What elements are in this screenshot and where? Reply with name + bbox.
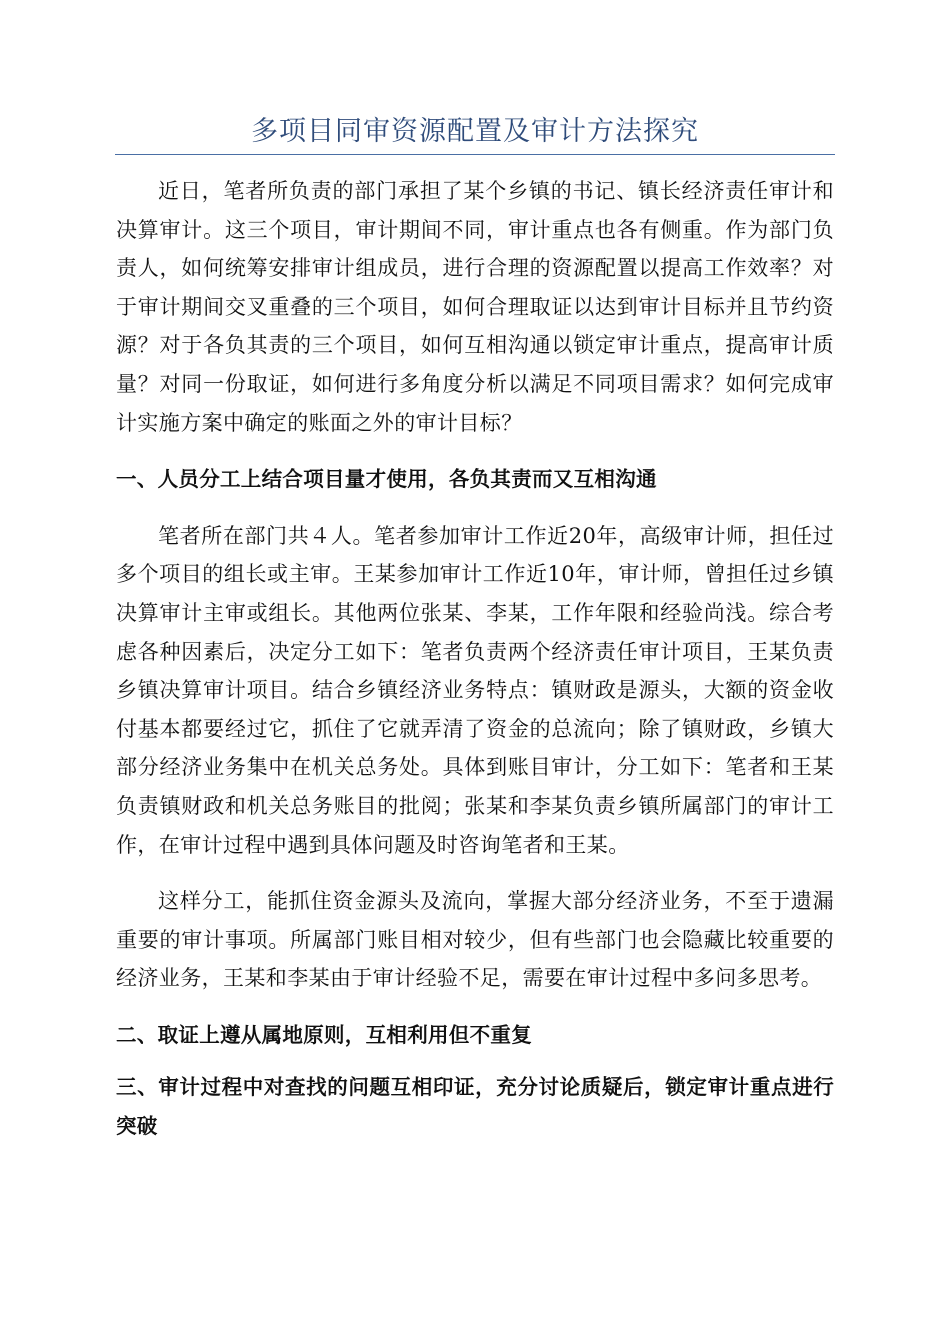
- section-heading-1: 一、人员分工上结合项目量才使用，各负其责而又互相沟通: [116, 467, 657, 492]
- body-paragraph-staffing: 笔者所在部门共４人。笔者参加审计工作近20年，高级审计师，担任过多个项目的组长或主审。王某参加审计工作近10年，审计师，曾担任过乡镇决算审计主审或组长。其他两位张某、李某，工作年限和经验尚浅。综合考虑各种因素后，决定分工如下：笔者负责两个经济责任审计项目，王某负责乡镇决算审计项目。结合乡镇经济业务特点：镇财政是源头，大额的资金收付基本都要经过它，抓住了它就弄清了资金的总流向；除了镇财政，乡镇大部分经济业务集中在机关总务处。具体到账目审计，分工如下：笔者和王某负责镇财政和机关总务账目的批阅；张某和李某负责乡镇所属部门的审计工作，在审计过程中遇到具体问题及时咨询笔者和王某。: [116, 523, 834, 857]
- section-heading-2: 二、取证上遵从属地原则，互相利用但不重复: [116, 1022, 532, 1047]
- document-body: [116, 172, 834, 1146]
- title-underline: [115, 154, 835, 155]
- intro-paragraph: 近日，笔者所负责的部门承担了某个乡镇的书记、镇长经济责任审计和决算审计。这三个项目，审计期间不同，审计重点也各有侧重。作为部门负责人，如何统筹安排审计组成员，进行合理的资源配置以提高工作效率？对于审计期间交叉重叠的三个项目，如何合理取证以达到审计目标并且节约资源？对于各负其责的三个项目，如何互相沟通以锁定审计重点，提高审计质量？对同一份取证，如何进行多角度分析以满足不同项目需求？如何完成审计实施方案中确定的账面之外的审计目标？: [116, 179, 834, 435]
- body-paragraph-rationale: 这样分工，能抓住资金源头及流向，掌握大部分经济业务，不至于遗漏重要的审计事项。所属部门账目相对较少，但有些部门也会隐藏比较重要的经济业务，王某和李某由于审计经验不足，需要在审计过程中多问多思考。: [116, 889, 834, 991]
- section-heading-3: 三、审计过程中对查找的问题互相印证，充分讨论质疑后，锁定审计重点进行突破: [116, 1075, 834, 1139]
- document-title: 多项目同审资源配置及审计方法探究: [251, 116, 699, 147]
